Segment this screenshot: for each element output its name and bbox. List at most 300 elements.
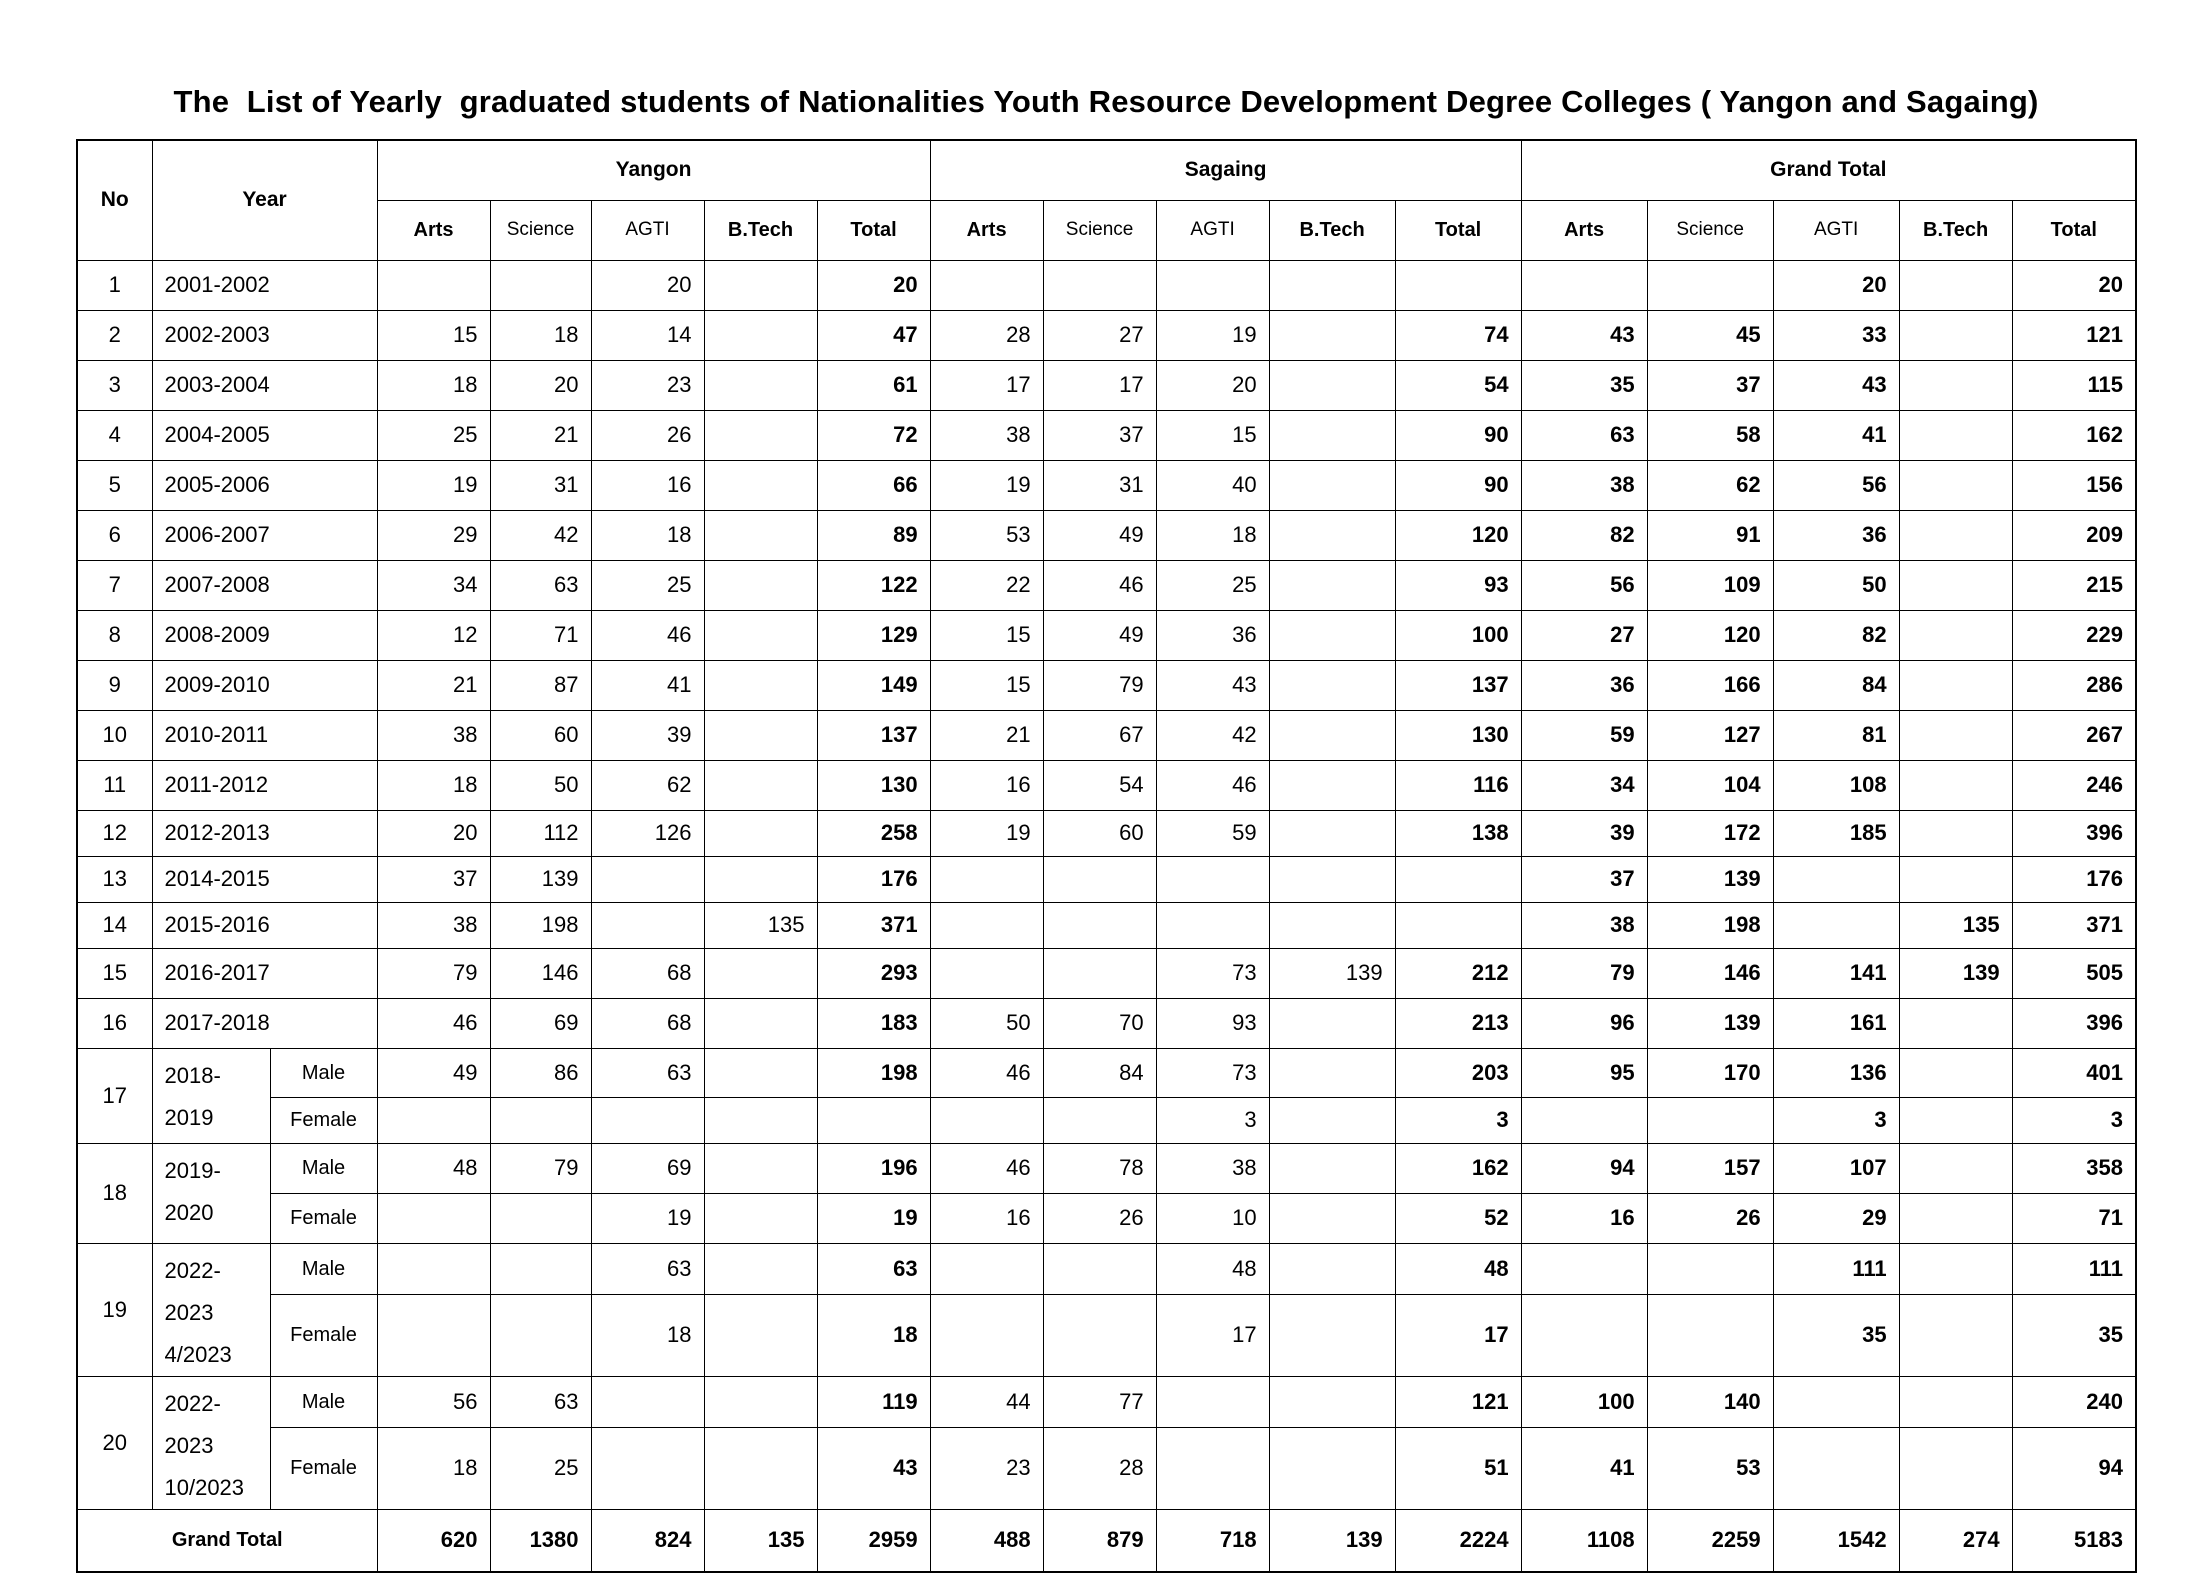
yangon-agti-cell: 126 bbox=[591, 810, 704, 856]
grand-total-total-cell: 396 bbox=[2012, 998, 2136, 1048]
yangon-science-cell: 71 bbox=[490, 610, 591, 660]
sagaing-total-cell bbox=[1395, 902, 1521, 948]
sagaing-total-cell: 54 bbox=[1395, 360, 1521, 410]
grand-total-science-cell: 37 bbox=[1647, 360, 1773, 410]
grand-total-science-cell bbox=[1647, 1097, 1773, 1143]
row-year: 2003-2004 bbox=[152, 360, 377, 410]
sagaing-arts-cell: 46 bbox=[930, 1143, 1043, 1193]
sagaing-btech-cell bbox=[1269, 410, 1395, 460]
grand-total-btech-cell bbox=[1899, 998, 2012, 1048]
row-year-line: 4/2023 bbox=[164, 1341, 232, 1367]
grand-total-grand-total-science-cell: 2259 bbox=[1647, 1509, 1773, 1572]
yangon-agti-cell: 46 bbox=[591, 610, 704, 660]
yangon-agti-cell: 68 bbox=[591, 948, 704, 998]
grand-total-arts-cell bbox=[1521, 1243, 1647, 1294]
yangon-agti-cell: 62 bbox=[591, 760, 704, 810]
row-year: 2001-2002 bbox=[152, 260, 377, 310]
grand-total-btech-cell bbox=[1899, 1376, 2012, 1427]
sagaing-science-cell: 78 bbox=[1043, 1143, 1156, 1193]
header-year: Year bbox=[152, 140, 377, 260]
graduates-table bbox=[76, 139, 2137, 1573]
row-number: 12 bbox=[77, 810, 152, 856]
grand-total-total-cell: 121 bbox=[2012, 310, 2136, 360]
header-sagaing-agti: AGTI bbox=[1156, 200, 1269, 260]
yangon-btech-cell bbox=[704, 610, 817, 660]
row-year-line: 2019 bbox=[164, 1104, 214, 1130]
grand-total-arts-cell bbox=[1521, 260, 1647, 310]
grand-total-agti-cell: 36 bbox=[1773, 510, 1899, 560]
grand-total-btech-cell bbox=[1899, 1048, 2012, 1097]
sagaing-btech-cell bbox=[1269, 710, 1395, 760]
table-row bbox=[77, 902, 2136, 948]
yangon-science-cell: 87 bbox=[490, 660, 591, 710]
row-sex-female: Female bbox=[270, 1427, 377, 1509]
table-row bbox=[77, 310, 2136, 360]
header-yangon-btech: B.Tech bbox=[704, 200, 817, 260]
sagaing-arts-cell bbox=[930, 1294, 1043, 1376]
grand-total-arts-cell bbox=[1521, 1294, 1647, 1376]
row-number: 13 bbox=[77, 856, 152, 902]
sagaing-science-cell: 49 bbox=[1043, 610, 1156, 660]
yangon-science-cell: 63 bbox=[490, 560, 591, 610]
table-row-female bbox=[77, 1193, 2136, 1243]
sagaing-agti-cell: 15 bbox=[1156, 410, 1269, 460]
table-row bbox=[77, 760, 2136, 810]
row-sex-female: Female bbox=[270, 1097, 377, 1143]
grand-total-total-cell: 94 bbox=[2012, 1427, 2136, 1509]
grand-total-science-cell: 45 bbox=[1647, 310, 1773, 360]
row-year: 2002-2003 bbox=[152, 310, 377, 360]
sagaing-science-cell bbox=[1043, 1243, 1156, 1294]
sagaing-total-cell bbox=[1395, 856, 1521, 902]
row-year: 2011-2012 bbox=[152, 760, 377, 810]
grand-total-total-cell: 371 bbox=[2012, 902, 2136, 948]
grand-total-arts-cell: 27 bbox=[1521, 610, 1647, 660]
sagaing-science-cell: 17 bbox=[1043, 360, 1156, 410]
yangon-science-cell: 20 bbox=[490, 360, 591, 410]
grand-total-total-cell: 267 bbox=[2012, 710, 2136, 760]
sagaing-btech-cell bbox=[1269, 902, 1395, 948]
yangon-science-cell: 79 bbox=[490, 1143, 591, 1193]
yangon-arts-cell bbox=[377, 1193, 490, 1243]
grand-total-agti-cell bbox=[1773, 1376, 1899, 1427]
yangon-arts-cell: 56 bbox=[377, 1376, 490, 1427]
yangon-total-cell: 149 bbox=[817, 660, 930, 710]
grand-total-btech-cell bbox=[1899, 810, 2012, 856]
table-row bbox=[77, 710, 2136, 760]
yangon-agti-cell bbox=[591, 1097, 704, 1143]
yangon-arts-cell: 34 bbox=[377, 560, 490, 610]
sagaing-science-cell: 37 bbox=[1043, 410, 1156, 460]
header-yangon-total: Total bbox=[817, 200, 930, 260]
yangon-agti-cell: 26 bbox=[591, 410, 704, 460]
yangon-agti-cell: 41 bbox=[591, 660, 704, 710]
sagaing-science-cell: 84 bbox=[1043, 1048, 1156, 1097]
row-year-line: 2018- bbox=[164, 1062, 221, 1088]
grand-total-science-cell: 198 bbox=[1647, 902, 1773, 948]
grand-total-yangon-science-cell: 1380 bbox=[490, 1509, 591, 1572]
grand-total-btech-cell bbox=[1899, 760, 2012, 810]
yangon-agti-cell: 69 bbox=[591, 1143, 704, 1193]
grand-total-grand-total-btech-cell: 274 bbox=[1899, 1509, 2012, 1572]
grand-total-science-cell: 91 bbox=[1647, 510, 1773, 560]
grand-total-btech-cell: 135 bbox=[1899, 902, 2012, 948]
yangon-science-cell: 69 bbox=[490, 998, 591, 1048]
sagaing-science-cell: 27 bbox=[1043, 310, 1156, 360]
grand-total-total-cell: 358 bbox=[2012, 1143, 2136, 1193]
header-sagaing-science: Science bbox=[1043, 200, 1156, 260]
grand-total-yangon-total-cell: 2959 bbox=[817, 1509, 930, 1572]
yangon-btech-cell bbox=[704, 460, 817, 510]
yangon-agti-cell: 23 bbox=[591, 360, 704, 410]
header-yangon-arts: Arts bbox=[377, 200, 490, 260]
grand-total-grand-total-agti-cell: 1542 bbox=[1773, 1509, 1899, 1572]
grand-total-agti-cell: 35 bbox=[1773, 1294, 1899, 1376]
row-number: 4 bbox=[77, 410, 152, 460]
yangon-total-cell: 89 bbox=[817, 510, 930, 560]
table-row-female bbox=[77, 1294, 2136, 1376]
yangon-total-cell: 196 bbox=[817, 1143, 930, 1193]
yangon-total-cell: 122 bbox=[817, 560, 930, 610]
yangon-total-cell: 61 bbox=[817, 360, 930, 410]
yangon-arts-cell bbox=[377, 1294, 490, 1376]
sagaing-arts-cell: 46 bbox=[930, 1048, 1043, 1097]
sagaing-science-cell: 26 bbox=[1043, 1193, 1156, 1243]
sagaing-arts-cell: 21 bbox=[930, 710, 1043, 760]
yangon-science-cell: 18 bbox=[490, 310, 591, 360]
sagaing-total-cell: 121 bbox=[1395, 1376, 1521, 1427]
grand-total-btech-cell bbox=[1899, 510, 2012, 560]
yangon-agti-cell bbox=[591, 1427, 704, 1509]
yangon-agti-cell: 20 bbox=[591, 260, 704, 310]
sagaing-arts-cell bbox=[930, 902, 1043, 948]
header-grand-total-science: Science bbox=[1647, 200, 1773, 260]
sagaing-agti-cell: 73 bbox=[1156, 948, 1269, 998]
sagaing-arts-cell bbox=[930, 948, 1043, 998]
grand-total-arts-cell: 96 bbox=[1521, 998, 1647, 1048]
yangon-btech-cell bbox=[704, 948, 817, 998]
sagaing-btech-cell bbox=[1269, 610, 1395, 660]
sagaing-arts-cell: 28 bbox=[930, 310, 1043, 360]
yangon-btech-cell bbox=[704, 510, 817, 560]
sagaing-total-cell: 3 bbox=[1395, 1097, 1521, 1143]
yangon-agti-cell bbox=[591, 856, 704, 902]
yangon-science-cell bbox=[490, 1193, 591, 1243]
row-sex-male: Male bbox=[270, 1376, 377, 1427]
sagaing-agti-cell: 25 bbox=[1156, 560, 1269, 610]
grand-total-total-cell: 229 bbox=[2012, 610, 2136, 660]
yangon-science-cell: 50 bbox=[490, 760, 591, 810]
grand-total-btech-cell bbox=[1899, 710, 2012, 760]
grand-total-agti-cell bbox=[1773, 856, 1899, 902]
sagaing-agti-cell bbox=[1156, 260, 1269, 310]
header-group-yangon: Yangon bbox=[377, 140, 930, 200]
grand-total-agti-cell: 84 bbox=[1773, 660, 1899, 710]
yangon-agti-cell bbox=[591, 1376, 704, 1427]
row-year: 2009-2010 bbox=[152, 660, 377, 710]
grand-total-agti-cell: 33 bbox=[1773, 310, 1899, 360]
grand-total-science-cell: 53 bbox=[1647, 1427, 1773, 1509]
grand-total-arts-cell: 38 bbox=[1521, 902, 1647, 948]
yangon-btech-cell bbox=[704, 310, 817, 360]
grand-total-arts-cell: 36 bbox=[1521, 660, 1647, 710]
yangon-science-cell bbox=[490, 1243, 591, 1294]
grand-total-btech-cell bbox=[1899, 310, 2012, 360]
grand-total-row bbox=[77, 1509, 2136, 1572]
grand-total-arts-cell: 100 bbox=[1521, 1376, 1647, 1427]
grand-total-sagaing-arts-cell: 488 bbox=[930, 1509, 1043, 1572]
sagaing-arts-cell: 44 bbox=[930, 1376, 1043, 1427]
sagaing-btech-cell: 139 bbox=[1269, 948, 1395, 998]
grand-total-agti-cell: 161 bbox=[1773, 998, 1899, 1048]
row-number: 1 bbox=[77, 260, 152, 310]
grand-total-agti-cell bbox=[1773, 902, 1899, 948]
sagaing-agti-cell: 19 bbox=[1156, 310, 1269, 360]
sagaing-agti-cell bbox=[1156, 902, 1269, 948]
grand-total-agti-cell: 29 bbox=[1773, 1193, 1899, 1243]
sagaing-total-cell: 74 bbox=[1395, 310, 1521, 360]
sagaing-agti-cell: 36 bbox=[1156, 610, 1269, 660]
sagaing-science-cell: 28 bbox=[1043, 1427, 1156, 1509]
sagaing-btech-cell bbox=[1269, 310, 1395, 360]
yangon-arts-cell: 15 bbox=[377, 310, 490, 360]
grand-total-total-cell: 3 bbox=[2012, 1097, 2136, 1143]
grand-total-science-cell: 62 bbox=[1647, 460, 1773, 510]
yangon-arts-cell: 18 bbox=[377, 760, 490, 810]
grand-total-arts-cell: 16 bbox=[1521, 1193, 1647, 1243]
grand-total-btech-cell bbox=[1899, 610, 2012, 660]
yangon-agti-cell bbox=[591, 902, 704, 948]
grand-total-agti-cell: 81 bbox=[1773, 710, 1899, 760]
row-year: 2010-2011 bbox=[152, 710, 377, 760]
row-year bbox=[152, 1143, 270, 1243]
yangon-science-cell: 86 bbox=[490, 1048, 591, 1097]
row-number: 5 bbox=[77, 460, 152, 510]
yangon-science-cell bbox=[490, 260, 591, 310]
grand-total-total-cell: 176 bbox=[2012, 856, 2136, 902]
header-grand-total-agti: AGTI bbox=[1773, 200, 1899, 260]
yangon-btech-cell bbox=[704, 1376, 817, 1427]
sagaing-btech-cell bbox=[1269, 260, 1395, 310]
yangon-btech-cell bbox=[704, 360, 817, 410]
grand-total-grand-total-total-cell: 5183 bbox=[2012, 1509, 2136, 1572]
yangon-arts-cell: 18 bbox=[377, 1427, 490, 1509]
grand-total-agti-cell: 108 bbox=[1773, 760, 1899, 810]
row-number: 7 bbox=[77, 560, 152, 610]
sagaing-science-cell bbox=[1043, 260, 1156, 310]
grand-total-science-cell bbox=[1647, 1243, 1773, 1294]
grand-total-arts-cell: 41 bbox=[1521, 1427, 1647, 1509]
sagaing-arts-cell: 19 bbox=[930, 810, 1043, 856]
sagaing-arts-cell: 22 bbox=[930, 560, 1043, 610]
sagaing-btech-cell bbox=[1269, 660, 1395, 710]
grand-total-agti-cell: 50 bbox=[1773, 560, 1899, 610]
yangon-total-cell: 18 bbox=[817, 1294, 930, 1376]
sagaing-btech-cell bbox=[1269, 810, 1395, 856]
grand-total-btech-cell bbox=[1899, 1427, 2012, 1509]
yangon-total-cell: 72 bbox=[817, 410, 930, 460]
sagaing-btech-cell bbox=[1269, 460, 1395, 510]
table-row bbox=[77, 660, 2136, 710]
sagaing-arts-cell: 23 bbox=[930, 1427, 1043, 1509]
grand-total-science-cell bbox=[1647, 1294, 1773, 1376]
grand-total-sagaing-total-cell: 2224 bbox=[1395, 1509, 1521, 1572]
row-number: 11 bbox=[77, 760, 152, 810]
yangon-science-cell bbox=[490, 1097, 591, 1143]
grand-total-agti-cell: 185 bbox=[1773, 810, 1899, 856]
row-year-line: 2023 bbox=[164, 1432, 214, 1458]
yangon-agti-cell: 63 bbox=[591, 1243, 704, 1294]
row-number: 16 bbox=[77, 998, 152, 1048]
yangon-btech-cell bbox=[704, 1097, 817, 1143]
yangon-total-cell: 19 bbox=[817, 1193, 930, 1243]
grand-total-total-cell: 401 bbox=[2012, 1048, 2136, 1097]
sagaing-agti-cell: 3 bbox=[1156, 1097, 1269, 1143]
sagaing-arts-cell: 15 bbox=[930, 660, 1043, 710]
yangon-arts-cell: 12 bbox=[377, 610, 490, 660]
yangon-total-cell: 258 bbox=[817, 810, 930, 856]
grand-total-btech-cell bbox=[1899, 560, 2012, 610]
row-number: 3 bbox=[77, 360, 152, 410]
grand-total-total-cell: 115 bbox=[2012, 360, 2136, 410]
header-yangon-science: Science bbox=[490, 200, 591, 260]
sagaing-arts-cell bbox=[930, 856, 1043, 902]
sagaing-arts-cell bbox=[930, 260, 1043, 310]
grand-total-btech-cell bbox=[1899, 856, 2012, 902]
grand-total-btech-cell bbox=[1899, 1097, 2012, 1143]
yangon-btech-cell bbox=[704, 260, 817, 310]
grand-total-arts-cell: 79 bbox=[1521, 948, 1647, 998]
header-yangon-agti: AGTI bbox=[591, 200, 704, 260]
yangon-agti-cell: 63 bbox=[591, 1048, 704, 1097]
grand-total-total-cell: 111 bbox=[2012, 1243, 2136, 1294]
yangon-btech-cell bbox=[704, 560, 817, 610]
grand-total-total-cell: 286 bbox=[2012, 660, 2136, 710]
row-year: 2004-2005 bbox=[152, 410, 377, 460]
grand-total-total-cell: 246 bbox=[2012, 760, 2136, 810]
sagaing-science-cell bbox=[1043, 856, 1156, 902]
sagaing-arts-cell bbox=[930, 1097, 1043, 1143]
table-row bbox=[77, 510, 2136, 560]
sagaing-arts-cell: 17 bbox=[930, 360, 1043, 410]
sagaing-science-cell bbox=[1043, 1097, 1156, 1143]
document-title: The List of Yearly graduated students of Nationalities Youth Resource Development Degree Colleges ( Yangon and Sagaing) bbox=[173, 84, 2039, 119]
sagaing-agti-cell bbox=[1156, 1376, 1269, 1427]
sagaing-agti-cell: 73 bbox=[1156, 1048, 1269, 1097]
table-row-female bbox=[77, 1427, 2136, 1509]
yangon-arts-cell bbox=[377, 260, 490, 310]
sagaing-arts-cell: 15 bbox=[930, 610, 1043, 660]
table-row-male bbox=[77, 1243, 2136, 1294]
row-year: 2005-2006 bbox=[152, 460, 377, 510]
yangon-agti-cell: 18 bbox=[591, 510, 704, 560]
table-row-male bbox=[77, 1143, 2136, 1193]
sagaing-science-cell bbox=[1043, 1294, 1156, 1376]
sagaing-science-cell: 54 bbox=[1043, 760, 1156, 810]
grand-total-agti-cell: 111 bbox=[1773, 1243, 1899, 1294]
yangon-total-cell: 63 bbox=[817, 1243, 930, 1294]
grand-total-total-cell: 505 bbox=[2012, 948, 2136, 998]
grand-total-science-cell: 146 bbox=[1647, 948, 1773, 998]
yangon-arts-cell: 46 bbox=[377, 998, 490, 1048]
sagaing-science-cell: 60 bbox=[1043, 810, 1156, 856]
row-number: 8 bbox=[77, 610, 152, 660]
grand-total-btech-cell bbox=[1899, 660, 2012, 710]
sagaing-btech-cell bbox=[1269, 1097, 1395, 1143]
sagaing-btech-cell bbox=[1269, 1243, 1395, 1294]
yangon-total-cell: 66 bbox=[817, 460, 930, 510]
yangon-science-cell: 25 bbox=[490, 1427, 591, 1509]
row-year-line: 2020 bbox=[164, 1199, 214, 1225]
yangon-arts-cell: 19 bbox=[377, 460, 490, 510]
grand-total-arts-cell: 39 bbox=[1521, 810, 1647, 856]
yangon-total-cell: 130 bbox=[817, 760, 930, 810]
sagaing-btech-cell bbox=[1269, 1143, 1395, 1193]
row-sex-male: Male bbox=[270, 1243, 377, 1294]
table-row bbox=[77, 998, 2136, 1048]
grand-total-btech-cell bbox=[1899, 360, 2012, 410]
row-number: 2 bbox=[77, 310, 152, 360]
grand-total-arts-cell bbox=[1521, 1097, 1647, 1143]
yangon-agti-cell: 16 bbox=[591, 460, 704, 510]
grand-total-total-cell: 20 bbox=[2012, 260, 2136, 310]
grand-total-arts-cell: 59 bbox=[1521, 710, 1647, 760]
yangon-agti-cell: 25 bbox=[591, 560, 704, 610]
yangon-total-cell: 43 bbox=[817, 1427, 930, 1509]
yangon-arts-cell: 38 bbox=[377, 710, 490, 760]
yangon-arts-cell: 18 bbox=[377, 360, 490, 410]
grand-total-btech-cell bbox=[1899, 260, 2012, 310]
sagaing-science-cell: 46 bbox=[1043, 560, 1156, 610]
yangon-btech-cell bbox=[704, 1243, 817, 1294]
row-number: 6 bbox=[77, 510, 152, 560]
table-row-male bbox=[77, 1048, 2136, 1097]
row-sex-male: Male bbox=[270, 1143, 377, 1193]
row-year: 2016-2017 bbox=[152, 948, 377, 998]
sagaing-agti-cell: 46 bbox=[1156, 760, 1269, 810]
yangon-science-cell: 60 bbox=[490, 710, 591, 760]
row-year: 2014-2015 bbox=[152, 856, 377, 902]
sagaing-arts-cell: 50 bbox=[930, 998, 1043, 1048]
sagaing-science-cell: 49 bbox=[1043, 510, 1156, 560]
grand-total-arts-cell: 95 bbox=[1521, 1048, 1647, 1097]
row-number: 10 bbox=[77, 710, 152, 760]
header-no: No bbox=[77, 140, 152, 260]
yangon-total-cell: 183 bbox=[817, 998, 930, 1048]
header-sagaing-arts: Arts bbox=[930, 200, 1043, 260]
yangon-btech-cell bbox=[704, 856, 817, 902]
sagaing-arts-cell: 16 bbox=[930, 1193, 1043, 1243]
yangon-arts-cell: 48 bbox=[377, 1143, 490, 1193]
sagaing-science-cell: 70 bbox=[1043, 998, 1156, 1048]
table-row bbox=[77, 610, 2136, 660]
sagaing-btech-cell bbox=[1269, 1427, 1395, 1509]
sagaing-total-cell: 116 bbox=[1395, 760, 1521, 810]
sagaing-btech-cell bbox=[1269, 510, 1395, 560]
sagaing-btech-cell bbox=[1269, 1193, 1395, 1243]
grand-total-btech-cell bbox=[1899, 1294, 2012, 1376]
sagaing-btech-cell bbox=[1269, 1048, 1395, 1097]
header-grand-total-btech: B.Tech bbox=[1899, 200, 2012, 260]
sagaing-science-cell: 79 bbox=[1043, 660, 1156, 710]
sagaing-arts-cell bbox=[930, 1243, 1043, 1294]
yangon-total-cell: 176 bbox=[817, 856, 930, 902]
row-year: 2017-2018 bbox=[152, 998, 377, 1048]
header-grand-total-arts: Arts bbox=[1521, 200, 1647, 260]
sagaing-science-cell: 31 bbox=[1043, 460, 1156, 510]
grand-total-total-cell: 35 bbox=[2012, 1294, 2136, 1376]
yangon-arts-cell: 79 bbox=[377, 948, 490, 998]
